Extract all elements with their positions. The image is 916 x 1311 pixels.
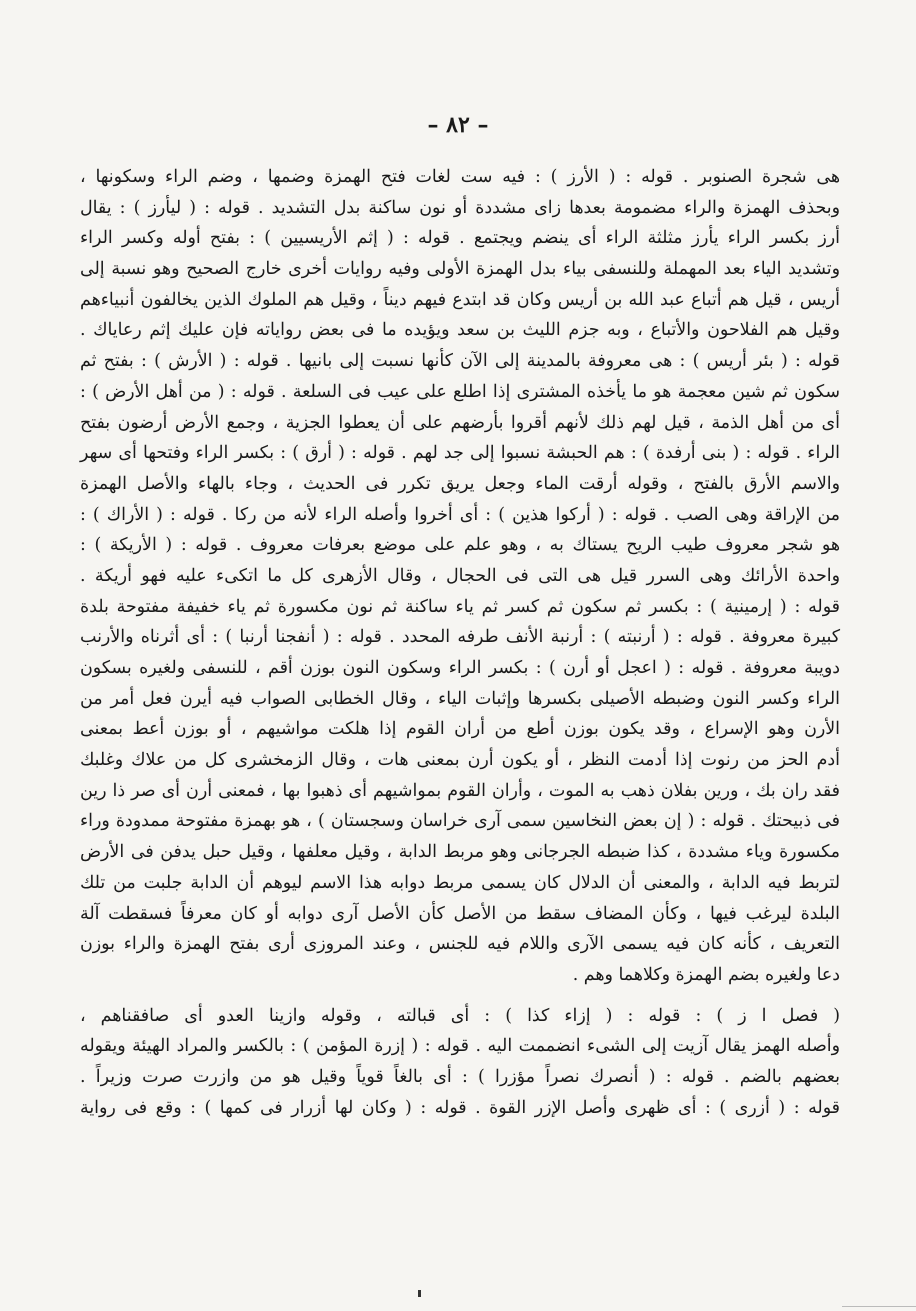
text-line: أدم الحز من رنوت إذا أدمت النظر ، أو يكون أرن بمعنى هات ، وقال الزمخشرى كل من علاك وغلبك xyxy=(80,750,840,771)
text-line: وأصله الهمز يقال آزيت إلى الشىء انضممت اليه . قوله : ( إزرة المؤمن ) : بالكسر والمراد الهيئة ويقوله xyxy=(80,1036,840,1057)
text-line: بعضهم بالضم . قوله : ( أنصرك نصراً مؤزرا ) : أى بالغاً قوياً وقيل هو من وازرت صرت وزيراً . xyxy=(80,1066,840,1087)
text-line: دويبة معروفة . قوله : ( اعجل أو أرن ) : بكسر الراء وسكون النون بوزن أقم ، للنسفى ولغيره بسكون xyxy=(80,658,840,678)
text-line: دعا ولغيره بضم الهمزة وكلاهما وهم . xyxy=(572,964,840,985)
text-line: من الإراقة وهى الصب . قوله : ( أركوا هذين ) : أى أخروا وأصله الراء لأنه من ركا . قوله : ( الأراك ) : xyxy=(80,504,840,525)
text-line: الأرن وهو الإسراع ، وقد يكون بوزن أطع من أران القوم إذا هلكت مواشيهم ، أو بوزن أعط بمعنى xyxy=(80,719,840,740)
page-number: – ٨٢ – xyxy=(427,112,489,138)
text-line: سكون ثم شين معجمة هو ما يأخذه المشترى إذا اطلع على عيب فى السلعة . قوله : ( من أهل الأرض ) : xyxy=(80,381,840,402)
text-line: أرز بكسر الراء يأرز مثلثة الراء أى ينضم ويجتمع . قوله : ( إثم الأريسيين ) : بفتح أوله وكسر الراء xyxy=(80,228,840,249)
section-heading-line: ( فصل ا ز ) : قوله : ( إزاء كذا ) : أى قبالته ، وقوله وازينا العدو أى صافقناهم ، xyxy=(80,1005,840,1026)
text-line: وتشديد الياء بعد المهملة وللنسفى بياء بدل الهمزة الأولى وفيه روايات أخرى خارج الصحيح وهو نسبة إلى xyxy=(80,259,840,280)
text-line: وقيل هم الفلاحون والأتباع ، وبه جزم الليث بن سعد ويؤيده ما فى بعض رواياته فإن عليك إثم رعاياك . xyxy=(80,320,840,341)
text-line: أريس ، قيل هم أتباع عبد الله بن أريس وكان قد ابتدع فيهم ديناً ، وقيل هم الملوك الذين يخالفون أنبياءهم xyxy=(80,289,840,310)
text-line: الراء . قوله : ( بنى أرفدة ) : هم الحبشة نسبوا إلى جد لهم . قوله : ( أرق ) : بكسر الراء وفتحها أى سهر xyxy=(80,443,840,464)
text-line: فقد ران بك ، ورين بفلان ذهب به الموت ، وأران القوم بمواشيهم أى ذهبوا بها ، فمعنى أرن أى صر ذا رين xyxy=(80,780,840,801)
text-line: واحدة الأرائك وهى السرر قيل هى التى فى الحجال ، وقال الأزهرى كل ما اتكىء عليه فهو أريكة . xyxy=(80,565,840,586)
text-line: قوله : ( أزرى ) : أى ظهرى وأصل الإزر القوة . قوله : ( وكان لها أزرار فى كمها ) : وقع فى رواية xyxy=(80,1097,840,1118)
text-line: لتربط فيه الدابة ، والمعنى أن الدلال كان يسمى مربط دوابه هذا الاسم ليوهم أن الدابة جلبت من تلك xyxy=(80,872,840,893)
paragraph-gap xyxy=(80,991,840,1001)
text-line: الراء وكسر النون وضبطه الأصيلى بكسرها وإثبات الياء ، وقال الخطابى الصواب فيه أيرن فعل أمر من xyxy=(80,688,840,709)
text-line: أى من أهل الذمة ، قيل لهم ذلك لأنهم أقروا بأرضهم على أن يعطوا الجزية ، وجمع الأرض أرضون بفتح xyxy=(80,412,840,433)
text-line: كبيرة معروفة . قوله : ( أرنبته ) : أرنبة الأنف طرفه المحدد . قوله : ( أنفجنا أرنبا ) : أى أثرناه والأرنب xyxy=(80,627,840,648)
scan-mark xyxy=(418,1290,421,1297)
text-line: فى ذبيحتك . قوله : ( إن بعض النخاسين سمى آرى خراسان وسجستان ) ، هو بهمزة مفتوحة ممدودة وراء xyxy=(80,811,840,832)
text-line: هى شجرة الصنوبر . قوله : ( الأرز ) : فيه ست لغات فتح الهمزة وضمها ، وضم الراء وسكونها ، xyxy=(80,167,840,187)
text-line: قوله : ( إرمينية ) : بكسر ثم سكون ثم كسر ثم ياء ساكنة ثم نون مكسورة ثم ياء خفيفة مفتوحة بلدة xyxy=(80,596,840,617)
text-line: التعريف ، كأنه كان فيه يسمى الآرى واللام فيه للجنس ، وعند المروزى أرى بفتح الهمزة والراء بوزن xyxy=(80,934,840,955)
text-line: مكسورة وياء مشددة ، كذا ضبطه الجرجانى وهو مربط الدابة ، وقيل معلفها ، وقيل حبل يدفن فى الأرض xyxy=(80,842,840,863)
text-line: وبحذف الهمزة والراء مضمومة بعدها زاى مشددة أو نون ساكنة بدل التشديد . قوله : ( ليأرز ) : يقال xyxy=(80,197,840,218)
text-line: والاسم الأرق بالفتح ، وقوله أرقت الماء وجعل يريق تكرر فى الحديث ، وجاء بالهاء والأصل الهمزة xyxy=(80,473,840,494)
text-line: البلدة ليرغب فيها ، وكأن المضاف سقط من الأصل كأن الأصل آرى دوابه أو كان معرفاً فسقطت آلة xyxy=(80,903,840,924)
text-line: قوله : ( بئر أريس ) : هى معروفة بالمدينة إلى الآن كأنها نسبت إلى بانيها . قوله : ( الأرش ) : بفتح ثم xyxy=(80,351,840,372)
body-text xyxy=(80,162,840,1123)
text-line: هو شجر معروف طيب الريح يستاك به ، وهو علم على موضع بعرفات معروف . قوله : ( الأريكة ) : xyxy=(80,535,840,556)
page-edge-line xyxy=(842,1306,916,1307)
